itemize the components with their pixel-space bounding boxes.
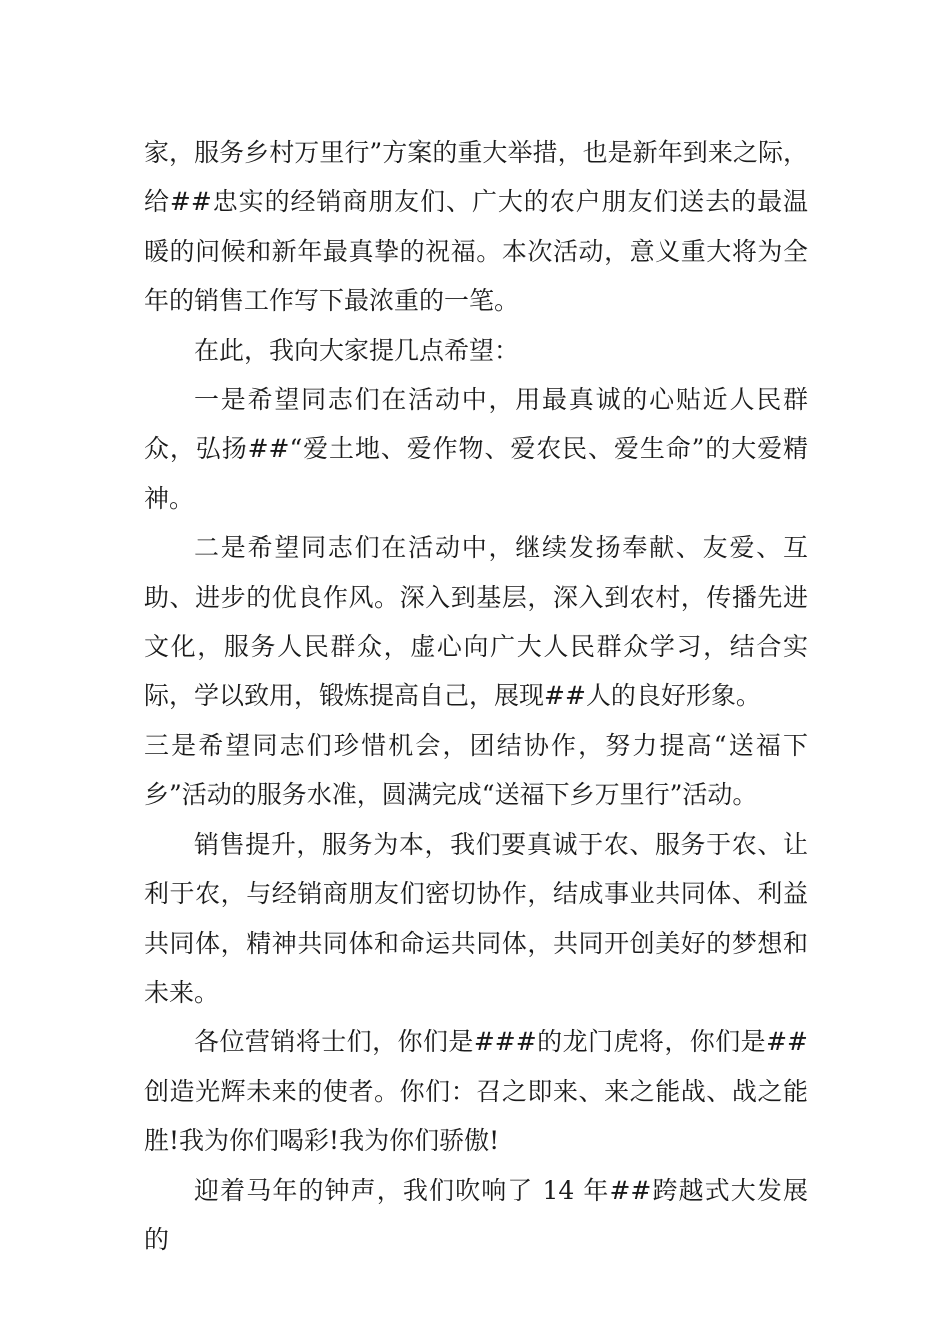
paragraph-5: 三是希望同志们珍惜机会，团结协作，努力提高“送福下乡”活动的服务水准，圆满完成“送福下乡万里行”活动。 xyxy=(144,730,808,810)
paragraph-7: 各位营销将士们，你们是###的龙门虎将，你们是##创造光辉未来的使者。你们：召之即来、来之能战、战之能胜!我为你们喝彩!我为你们骄傲! xyxy=(144,1027,808,1156)
document-body xyxy=(144,128,808,1264)
paragraph-6: 销售提升，服务为本，我们要真诚于农、服务于农、让利于农，与经销商朋友们密切协作，结成事业共同体、利益共同体，精神共同体和命运共同体，共同开创美好的梦想和未来。 xyxy=(144,829,808,1007)
paragraph-4: 二是希望同志们在活动中，继续发扬奉献、友爱、互助、进步的优良作风。深入到基层，深入到农村，传播先进文化，服务人民群众，虚心向广大人民群众学习，结合实际，学以致用，锻炼提高自己，展现##人的良好形象。 xyxy=(144,533,808,711)
paragraph-2: 在此，我向大家提几点希望： xyxy=(194,335,520,365)
paragraph-3: 一是希望同志们在活动中，用最真诚的心贴近人民群众，弘扬##“爱土地、爱作物、爱农民、爱生命”的大爱精神。 xyxy=(144,385,808,513)
paragraph-1: 家，服务乡村万里行”方案的重大举措，也是新年到来之际，给##忠实的经销商朋友们、广大的农户朋友们送去的最温暖的问候和新年最真挚的祝福。本次活动，意义重大将为全年的销售工作写下最浓重的一笔。 xyxy=(144,138,808,316)
paragraph-8: 迎着马年的钟声，我们吹响了 14 年##跨越式大发展的 xyxy=(144,1175,808,1254)
